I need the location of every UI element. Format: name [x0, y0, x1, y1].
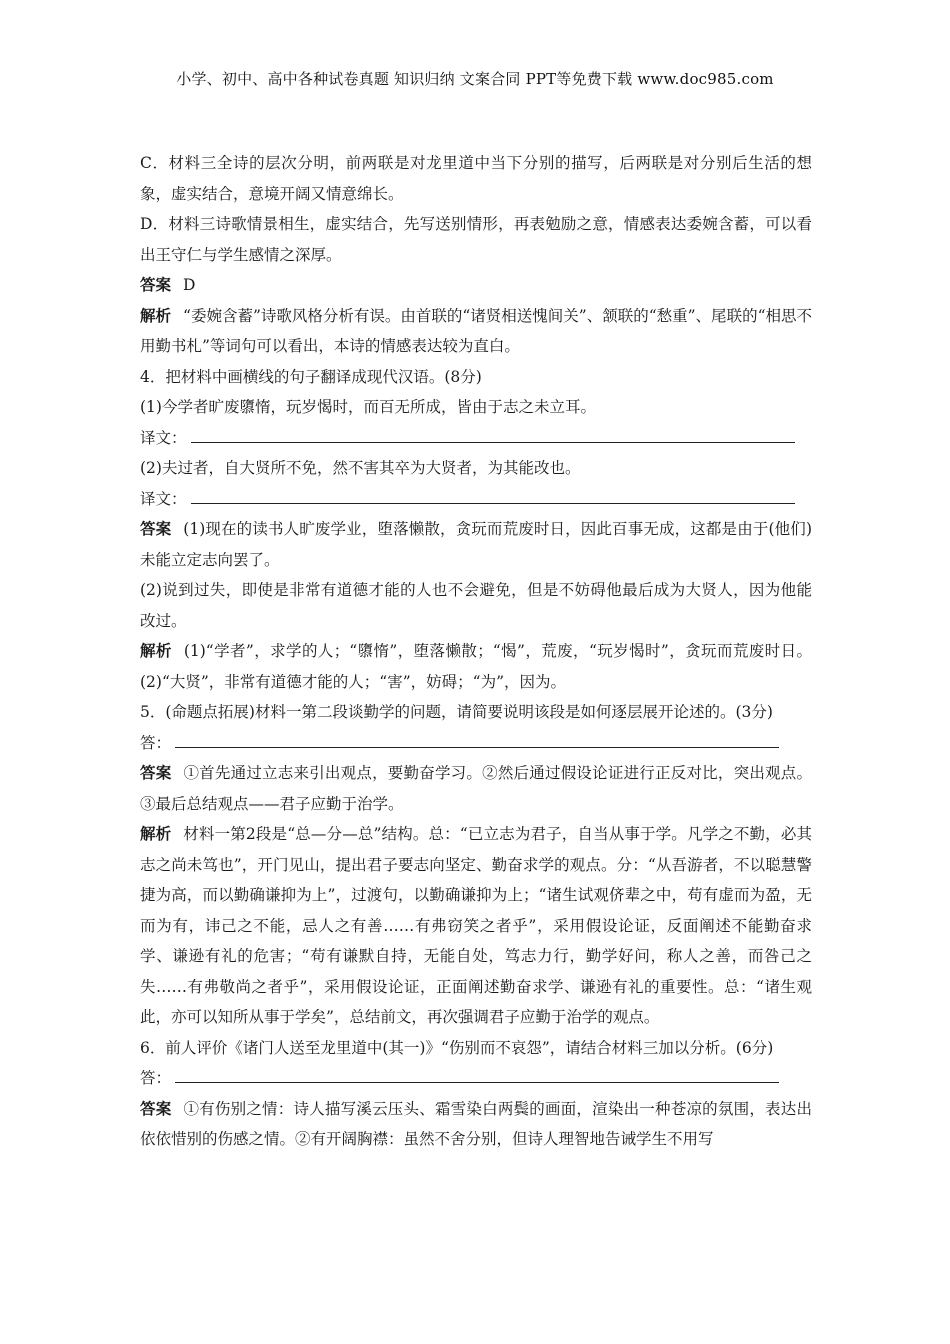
q6-answer-line [140, 1063, 812, 1094]
q3-option-d: D．材料三诗歌情景相生，虚实结合，先写送别情形，再表勉励之意，情感表达委婉含蓄，可以看出王守仁与学生感情之深厚。 [140, 215, 812, 264]
document-body [140, 148, 812, 1155]
q5-analysis-text: 材料一第2段是“总—分—总”结构。总：“已立志为君子，自当从事于学。凡学之不勤，必其志之尚未笃也”，开门见山，提出君子要志向坚定、勤奋求学的观点。分：“从吾游者，不以聪慧警捷为高，而以勤确谦抑为上”，过渡句，以勤确谦抑为上；“诸生试观侪辈之中，苟有虚而为盈，无而为有，讳己之不能，忌人之有善……有弗窃笑之者乎”，采用假设论证，反面阐述不能勤奋求学、谦逊有礼的危害；“苟有谦默自持，无能自处，笃志力行，勤学好问，称人之善，而咎己之失……有弗敬尚之者乎”，采用假设论证，正面阐述勤奋求学、谦逊有礼的重要性。总：“诸生观此，亦可以知所从事于学矣”，总结前文，再次强调君子应勤于治学的观点。 [140, 825, 812, 1026]
answer-label: 答案 [140, 1098, 172, 1118]
translate-label: 译文： [140, 489, 187, 508]
answer-prompt: 答： [140, 1069, 172, 1087]
answer-prompt: 答： [140, 733, 172, 752]
translation-blank-2[interactable] [191, 485, 795, 504]
q4-sentence-2: (2)夫过者，自大贤所不免，然不害其卒为大贤者，为其能改也。 [140, 459, 581, 477]
q5-stem: 5．(命题点拓展)材料一第二段谈勤学的问题，请简要说明该段是如何逐层展开论述的。(3分) [140, 703, 773, 721]
q4-analysis [140, 636, 812, 697]
q5-answer-line [140, 728, 812, 759]
analysis-label: 解析 [140, 824, 172, 843]
q4-sentence-1: (1)今学者旷废隳惰，玩岁愒时，而百无所成，皆由于志之未立耳。 [140, 398, 596, 416]
analysis-label: 解析 [140, 305, 172, 325]
q4-answer-2: (2)说到过失，即使是非常有道德才能的人也不会避免，但是不妨碍他最后成为大贤人，因为他能改过。 [140, 581, 812, 630]
q4-stem: 4．把材料中画横线的句子翻译成现代汉语。(8分) [140, 367, 482, 386]
q3-analysis [140, 301, 812, 362]
q3-answer-text: D [183, 276, 196, 294]
q4-translate-line-1 [140, 423, 812, 454]
q4-answer-1-text: (1)现在的读书人旷废学业，堕落懒散，贪玩而荒废时日，因此百事无成，这都是由于(他们)未能立定志向罢了。 [140, 520, 812, 569]
q3-analysis-text: “委婉含蓄”诗歌风格分析有误。由首联的“诸贤相送愧间关”、颔联的“愁重”、尾联的“相思不用勤书札”等词句可以看出，本诗的情感表达较为直白。 [140, 306, 812, 355]
translate-label: 译文： [140, 428, 187, 447]
answer-blank-q6[interactable] [175, 1064, 779, 1083]
q6-stem: 6．前人评价《诸门人送至龙里道中(其一)》“伤别而不哀怨”，请结合材料三加以分析。(6分) [140, 1038, 774, 1057]
answer-label: 答案 [140, 763, 172, 782]
q3-answer [140, 270, 812, 301]
q4-analysis-text: (1)“学者”，求学的人；“隳惰”，堕落懒散；“愒”，荒废，“玩岁愒时”，贪玩而荒废时日。(2)“大贤”，非常有道德才能的人；“害”，妨碍；“为”，因为。 [140, 642, 812, 691]
q4-answer-1 [140, 514, 812, 575]
q6-answer [140, 1094, 812, 1155]
q5-answer-text: ①首先通过立志来引出观点，要勤奋学习。②然后通过假设论证进行正反对比，突出观点。③最后总结观点——君子应勤于治学。 [140, 764, 812, 813]
page-header: 小学、初中、高中各种试卷真题 知识归纳 文案合同 PPT等免费下载 www.doc985.com [176, 70, 774, 88]
q6-answer-text: ①有伤别之情：诗人描写溪云压头、霜雪染白两鬓的画面，渲染出一种苍凉的氛围，表达出依依惜别的伤感之情。②有开阔胸襟：虽然不舍分别，但诗人理智地告诫学生不用写 [140, 1099, 812, 1148]
answer-label: 答案 [140, 519, 172, 538]
q5-answer [140, 758, 812, 819]
answer-blank-q5[interactable] [175, 729, 779, 748]
answer-label: 答案 [140, 275, 172, 294]
analysis-label: 解析 [140, 641, 172, 660]
q3-option-c: C．材料三全诗的层次分明，前两联是对龙里道中当下分别的描写，后两联是对分别后生活的想象，虚实结合，意境开阔又情意绵长。 [140, 154, 812, 203]
q5-analysis [140, 819, 812, 1033]
translation-blank-1[interactable] [191, 424, 795, 443]
q4-translate-line-2 [140, 484, 812, 515]
